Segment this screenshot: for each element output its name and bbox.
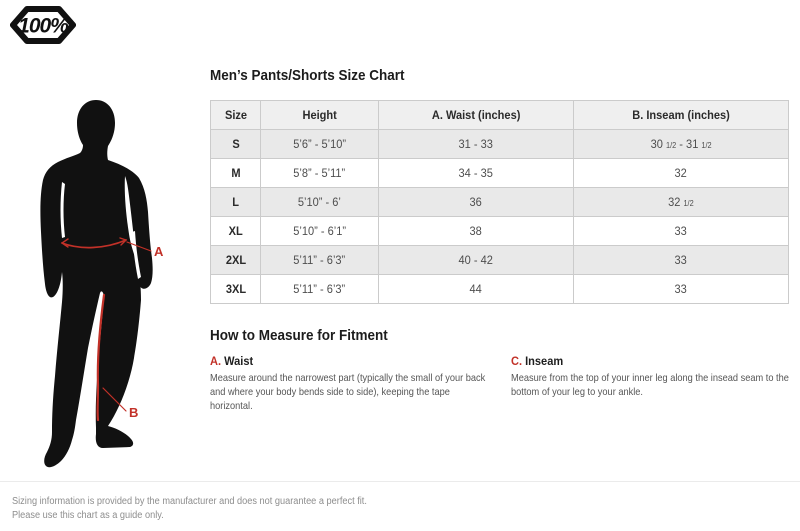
value-cell: 5’8” - 5’11” xyxy=(261,159,378,188)
size-cell: L xyxy=(211,188,261,217)
size-cell: 3XL xyxy=(211,275,261,304)
column-header: Size xyxy=(211,101,261,130)
value-cell: 34 - 35 xyxy=(378,159,573,188)
measure-section xyxy=(210,328,789,414)
value-cell: 5’6” - 5’10” xyxy=(261,130,378,159)
measure-name: Inseam xyxy=(522,354,564,368)
measure-letter: C. xyxy=(511,354,523,368)
disclaimer-line: Sizing information is provided by the manufacturer and does not guarantee a perfect fit. xyxy=(12,496,367,507)
measure-name: Waist xyxy=(221,354,254,368)
size-cell: XL xyxy=(211,217,261,246)
waist-point-label: A xyxy=(154,244,164,259)
value-cell: 32 xyxy=(573,159,788,188)
fraction-text: 1/2 xyxy=(665,141,677,150)
body-measurement-figure xyxy=(30,95,200,475)
column-header: Height xyxy=(261,101,378,130)
measure-item xyxy=(511,355,800,414)
table-row xyxy=(211,130,789,159)
measure-description: Measure from the top of your inner leg along the insead seam to the bottom of your leg to your ankle. xyxy=(511,372,789,398)
measure-item xyxy=(210,355,511,414)
size-cell: S xyxy=(211,130,261,159)
fraction-text: 1/2 xyxy=(701,141,712,150)
value-cell: 31 - 33 xyxy=(378,130,573,159)
value-cell: 33 xyxy=(573,246,788,275)
size-table-body xyxy=(211,130,789,304)
value-cell: 30 1/2 - 31 1/2 xyxy=(573,130,788,159)
size-table-header-row xyxy=(211,101,789,130)
inseam-point-label: B xyxy=(129,405,139,420)
table-row xyxy=(211,188,789,217)
disclaimer-footer xyxy=(0,481,800,522)
value-cell: 38 xyxy=(378,217,573,246)
measure-item-title xyxy=(511,355,800,368)
value-cell: 5’10” - 6’1” xyxy=(261,217,378,246)
table-row xyxy=(211,159,789,188)
measure-letter: A. xyxy=(210,354,222,368)
measure-items xyxy=(210,355,789,414)
value-cell: 32 1/2 xyxy=(573,188,788,217)
column-header: A. Waist (inches) xyxy=(378,101,573,130)
value-cell: 40 - 42 xyxy=(378,246,573,275)
value-cell: 5’11” - 6’3” xyxy=(261,275,378,304)
value-cell: 33 xyxy=(573,275,788,304)
size-cell: M xyxy=(211,159,261,188)
size-cell: 2XL xyxy=(211,246,261,275)
logo-text: 100% xyxy=(18,14,68,38)
page-title: Men’s Pants/Shorts Size Chart xyxy=(210,67,405,84)
disclaimer-line: Please use this chart as a guide only. xyxy=(12,509,164,521)
size-table xyxy=(210,100,789,304)
table-row xyxy=(211,275,789,304)
table-row xyxy=(211,217,789,246)
measure-section-title: How to Measure for Fitment xyxy=(210,327,388,344)
fraction-text: 1/2 xyxy=(683,199,694,208)
value-cell: 36 xyxy=(378,188,573,217)
measure-description: Measure around the narrowest part (typically the small of your back and where your body bends side to side), keeping the tape horizontal. xyxy=(210,372,486,412)
column-header: B. Inseam (inches) xyxy=(573,101,788,130)
main-content xyxy=(210,68,789,414)
brand-logo-icon xyxy=(10,5,76,45)
table-row xyxy=(211,246,789,275)
value-cell: 33 xyxy=(573,217,788,246)
value-cell: 44 xyxy=(378,275,573,304)
value-cell: 5’10” - 6’ xyxy=(261,188,378,217)
value-cell: 5’11” - 6’3” xyxy=(261,246,378,275)
measure-item-title xyxy=(210,355,487,368)
